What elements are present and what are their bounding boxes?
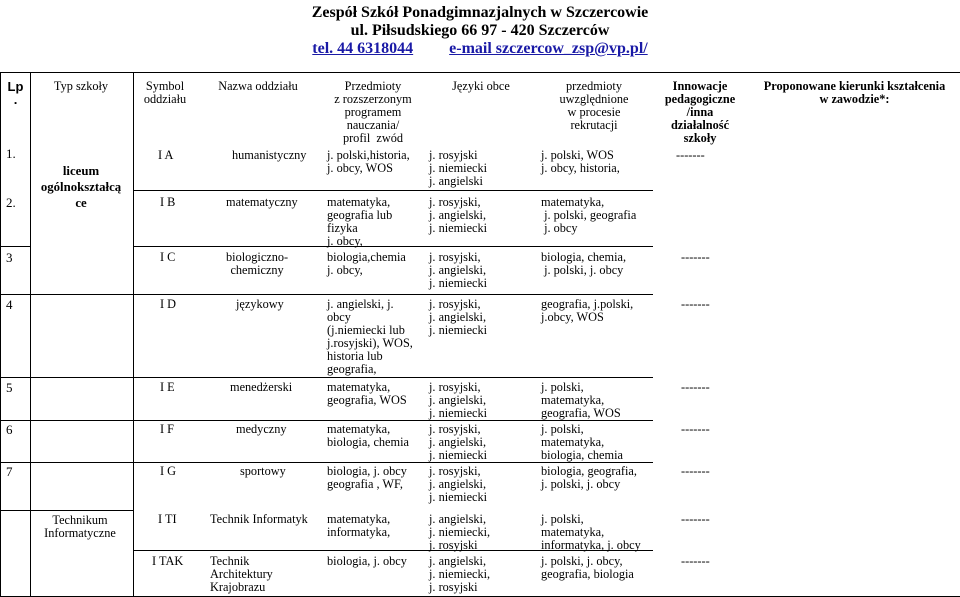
col-border [133, 72, 134, 597]
row-lp: 7 [6, 464, 13, 479]
row-recruitment: j. polski, matematyka, biologia, chemia [541, 422, 623, 462]
col-header-vocational: Proponowane kierunki kształcenia w zawodzie*: [763, 79, 946, 106]
document-header [0, 4, 960, 58]
row-languages: j. rosyjski j. niemiecki j. angielski [429, 148, 488, 188]
row-recruitment: j. polski, matematyka, geografia, WOS [541, 380, 621, 420]
phone-number: tel. 44 6318044 [312, 40, 414, 57]
row-symbol: I TAK [152, 554, 184, 568]
row-name: matematyczny [226, 195, 298, 209]
col-header-languages: Języki obce [452, 79, 510, 93]
row-languages: j. rosyjski, j. angielski, j. niemiecki [429, 250, 488, 290]
row-name: medyczny [236, 422, 287, 436]
row-languages: j. rosyjski, j. angielski, j. niemiecki [429, 297, 488, 337]
row-subjects: biologia,chemia j. obcy, [327, 250, 406, 277]
row-recruitment: matematyka, j. polski, geografia j. obcy [541, 195, 637, 235]
school-contact [0, 40, 960, 58]
row-languages: j. rosyjski, j. angielski, j. niemiecki [429, 380, 488, 420]
col-header-innovations: Innowacje pedagogiczne /inna działalność szkoły [664, 79, 736, 145]
row-subjects: matematyka, biologia, chemia [327, 422, 409, 449]
row-border [0, 510, 133, 511]
row-name: Technik Informatyk [210, 512, 308, 526]
row-border [0, 462, 653, 463]
row-recruitment: biologia, chemia, j. polski, j. obcy [541, 250, 627, 277]
row-innovation: ------- [681, 250, 710, 264]
school-type-liceum: liceum ogólnokształcą ce [40, 164, 122, 210]
school-name: Zespół Szkół Ponadgimnazjalnych w Szczercowie [311, 4, 649, 21]
col-header-type: Typ szkoły [53, 79, 109, 93]
row-innovation: ------- [681, 554, 710, 568]
row-recruitment: biologia, geografia, j. polski, j. obcy [541, 464, 637, 491]
col-header-name: Nazwa oddziału [218, 79, 298, 93]
row-name: humanistyczny [232, 148, 307, 162]
table-top-border [0, 72, 960, 73]
row-border [133, 190, 653, 191]
row-languages: j. rosyjski, j. angielski, j. niemiecki [429, 195, 488, 235]
row-border [133, 246, 653, 247]
col-header-recruitment: przedmioty uwzględnione w procesie rekrutacji [559, 79, 629, 132]
col-border [0, 72, 1, 597]
row-languages: j. angielski, j. niemiecki, j. rosyjski [429, 512, 491, 552]
row-recruitment: j. polski, WOS j. obcy, historia, [541, 148, 620, 175]
row-border [0, 246, 30, 247]
row-border [0, 294, 653, 295]
row-recruitment: geografia, j.polski, j.obcy, WOS [541, 297, 634, 324]
row-lp: 1. [6, 146, 16, 161]
col-border [30, 72, 31, 597]
row-subjects: biologia, j. obcy [327, 554, 407, 568]
row-subjects: biologia, j. obcy geografia , WF, [327, 464, 407, 491]
row-symbol: I A [158, 148, 174, 162]
row-subjects: j. angielski, j. obcy (j.niemiecki lub j.rosyjski), WOS, historia lub geografia, [327, 297, 413, 376]
row-border [0, 377, 653, 378]
school-type-technikum: Technikum Informatyczne [44, 513, 116, 540]
row-symbol: I E [160, 380, 175, 394]
row-innovation: ------- [681, 380, 710, 394]
row-lp: 5 [6, 380, 13, 395]
row-languages: j. rosyjski, j. angielski, j. niemiecki [429, 422, 488, 462]
row-subjects: matematyka, geografia, WOS [327, 380, 407, 407]
row-innovation: ------- [681, 464, 710, 478]
row-lp: 6 [6, 422, 13, 437]
row-innovation: ------- [681, 512, 710, 526]
row-recruitment: j. polski, matematyka, informatyka, j. obcy [541, 512, 641, 552]
row-subjects: matematyka, geografia lub fizyka j. obcy, [327, 195, 393, 248]
row-languages: j. angielski, j. niemiecki, j. rosyjski [429, 554, 491, 594]
row-border [0, 420, 653, 421]
row-name: menedżerski [230, 380, 293, 394]
row-name: językowy [236, 297, 284, 311]
email-address[interactable]: e-mail szczercow_zsp@vp.pl/ [449, 40, 648, 57]
col-header-lp: Lp . [7, 79, 24, 107]
row-recruitment: j. polski, j. obcy, geografia, biologia [541, 554, 634, 581]
row-lp: 2. [6, 195, 16, 210]
row-symbol: I F [160, 422, 175, 436]
row-symbol: I D [160, 297, 177, 311]
row-lp: 4 [6, 297, 13, 312]
row-symbol: I TI [158, 512, 177, 526]
row-symbol: I B [160, 195, 176, 209]
row-name: sportowy [240, 464, 286, 478]
row-languages: j. rosyjski, j. angielski, j. niemiecki [429, 464, 488, 504]
row-name: biologiczno- chemiczny [226, 250, 289, 277]
row-lp: 3 [6, 250, 13, 265]
row-subjects: j. polski,historia, j. obcy, WOS [327, 148, 410, 175]
row-subjects: matematyka, informatyka, [327, 512, 391, 539]
row-symbol: I C [160, 250, 176, 264]
row-innovation: ------- [681, 297, 710, 311]
row-name: Technik Architektury Krajobrazu [210, 554, 273, 594]
row-innovation: ------- [676, 148, 705, 162]
col-header-subjects: Przedmioty z rozszerzonym programem nauczania/ profil zwód [334, 79, 412, 145]
row-symbol: I G [160, 464, 177, 478]
row-innovation: ------- [681, 422, 710, 436]
school-address: ul. Piłsudskiego 66 97 - 420 Szczerców [350, 22, 610, 39]
col-header-symbol: Symbol oddziału [143, 79, 187, 106]
